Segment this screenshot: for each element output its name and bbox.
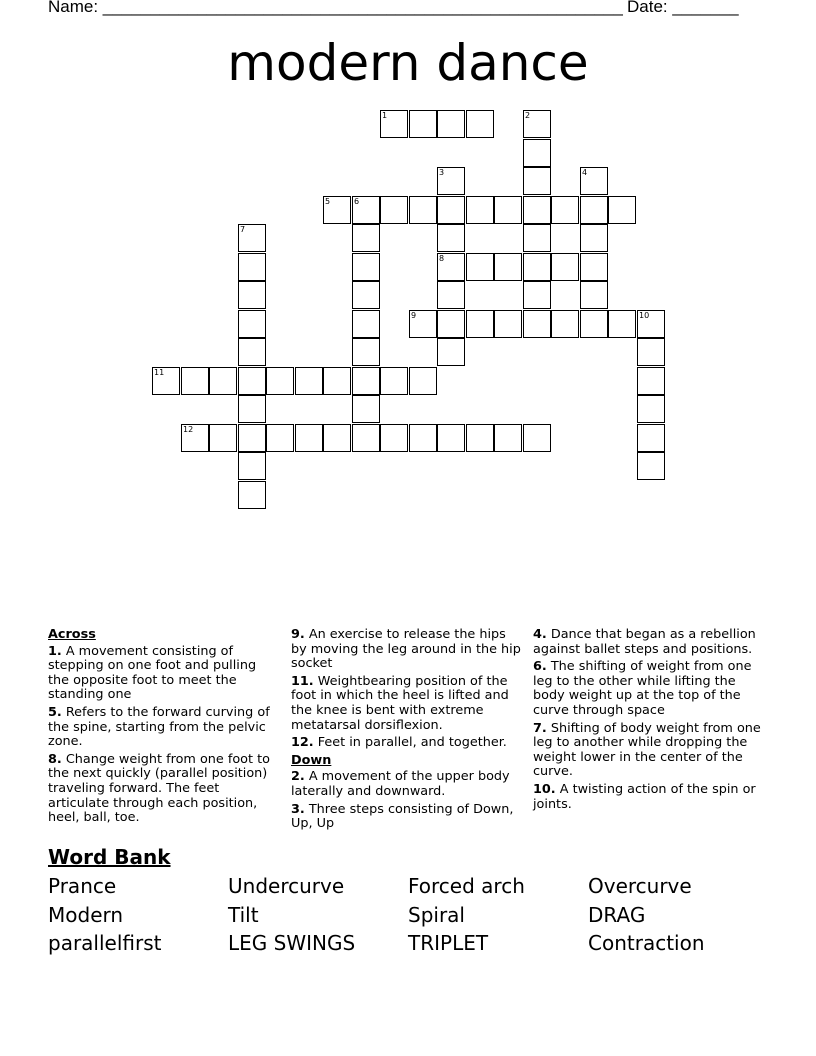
- grid-cell[interactable]: [238, 224, 266, 252]
- grid-cell[interactable]: [523, 310, 551, 338]
- grid-cell[interactable]: [523, 281, 551, 309]
- clue-number: 2.: [291, 769, 305, 785]
- clue-text: An exercise to release the hips by moving the leg around in the hip socket: [291, 627, 521, 672]
- clue-down-6: [533, 660, 763, 718]
- grid-number: 1: [382, 111, 388, 120]
- grid-cell[interactable]: [523, 224, 551, 252]
- grid-cell[interactable]: [608, 196, 636, 224]
- grid-cell[interactable]: [352, 367, 380, 395]
- grid-cell[interactable]: [409, 424, 437, 452]
- grid-cell[interactable]: [295, 424, 323, 452]
- grid-cell[interactable]: [380, 424, 408, 452]
- grid-cell[interactable]: [494, 253, 522, 281]
- clue-number: 5.: [48, 704, 62, 720]
- grid-cell[interactable]: [466, 196, 494, 224]
- grid-number: 11: [154, 368, 165, 377]
- clue-number: 10.: [533, 781, 556, 797]
- clue-across-5: [48, 706, 270, 750]
- grid-cell[interactable]: [523, 253, 551, 281]
- grid-cell[interactable]: [437, 310, 465, 338]
- grid-cell[interactable]: [437, 224, 465, 252]
- grid-cell[interactable]: [437, 253, 465, 281]
- grid-cell[interactable]: [551, 310, 579, 338]
- clue-number: 3.: [291, 801, 305, 817]
- grid-number: 3: [439, 168, 445, 177]
- grid-cell[interactable]: [209, 424, 237, 452]
- grid-cell[interactable]: [209, 367, 237, 395]
- clue-number: 1.: [48, 643, 62, 659]
- grid-cell[interactable]: [580, 281, 608, 309]
- grid-cell[interactable]: [637, 452, 665, 480]
- grid-cell[interactable]: [323, 196, 351, 224]
- grid-cell[interactable]: [295, 367, 323, 395]
- grid-cell[interactable]: [152, 367, 180, 395]
- clue-text: Shifting of body weight from one leg to another while dropping the weight lower in the center of the curve.: [533, 720, 761, 780]
- clue-across-9: [291, 628, 523, 672]
- grid-cell[interactable]: [523, 424, 551, 452]
- grid-cell[interactable]: [523, 167, 551, 195]
- clue-text: A twisting action of the spin or joints.: [533, 781, 756, 812]
- grid-cell[interactable]: [580, 253, 608, 281]
- grid-cell[interactable]: [352, 281, 380, 309]
- word-bank-item: Forced arch: [408, 874, 525, 898]
- grid-cell[interactable]: [380, 110, 408, 138]
- grid-cell[interactable]: [323, 367, 351, 395]
- grid-cell[interactable]: [409, 367, 437, 395]
- clue-text: Three steps consisting of Down, Up, Up: [291, 801, 514, 832]
- grid-cell[interactable]: [181, 424, 209, 452]
- grid-cell[interactable]: [637, 338, 665, 366]
- grid-number: 2: [525, 111, 531, 120]
- grid-number: 10: [639, 311, 650, 320]
- grid-cell[interactable]: [494, 424, 522, 452]
- clue-across-8: [48, 753, 270, 826]
- grid-cell[interactable]: [637, 310, 665, 338]
- grid-cell[interactable]: [637, 367, 665, 395]
- grid-number: 12: [183, 425, 194, 434]
- clue-text: Change weight from one foot to the next quickly (parallel position) traveling forward. The feet articulate through each position, heel, ball, toe.: [48, 751, 270, 826]
- grid-cell[interactable]: [466, 310, 494, 338]
- grid-number: 8: [439, 254, 445, 263]
- grid-cell[interactable]: [523, 196, 551, 224]
- grid-cell[interactable]: [238, 338, 266, 366]
- word-bank-item: parallelfirst: [48, 931, 162, 955]
- clues-column-1: [48, 628, 270, 829]
- grid-cell[interactable]: [637, 395, 665, 423]
- grid-cell[interactable]: [580, 310, 608, 338]
- grid-number: 5: [325, 197, 331, 206]
- clue-number: 8.: [48, 751, 62, 767]
- grid-cell[interactable]: [409, 310, 437, 338]
- grid-cell[interactable]: [466, 110, 494, 138]
- grid-cell[interactable]: [409, 196, 437, 224]
- grid-cell[interactable]: [551, 253, 579, 281]
- grid-cell[interactable]: [437, 281, 465, 309]
- grid-cell[interactable]: [352, 310, 380, 338]
- grid-cell[interactable]: [466, 424, 494, 452]
- grid-cell[interactable]: [608, 310, 636, 338]
- clue-number: 9.: [291, 627, 305, 642]
- grid-cell[interactable]: [551, 196, 579, 224]
- clue-down-2: [291, 770, 523, 799]
- grid-cell[interactable]: [437, 338, 465, 366]
- grid-cell[interactable]: [238, 310, 266, 338]
- grid-number: 6: [354, 197, 360, 206]
- word-bank-item: Undercurve: [228, 874, 345, 898]
- down-heading: Down: [291, 752, 332, 768]
- word-bank-item: Spiral: [408, 903, 465, 927]
- clue-number: 12.: [291, 735, 314, 751]
- clue-number: 7.: [533, 720, 547, 736]
- grid-cell[interactable]: [437, 110, 465, 138]
- grid-cell[interactable]: [266, 367, 294, 395]
- page-title: modern dance: [227, 34, 589, 92]
- grid-cell[interactable]: [523, 110, 551, 138]
- grid-cell[interactable]: [352, 338, 380, 366]
- grid-cell[interactable]: [238, 395, 266, 423]
- clue-number: 6.: [533, 659, 547, 675]
- clue-text: The shifting of weight from one leg to the other while lifting the body weight up at the top of the curve through space: [533, 659, 752, 718]
- grid-cell[interactable]: [352, 253, 380, 281]
- grid-cell[interactable]: [238, 481, 266, 509]
- clue-text: Refers to the forward curving of the spine, starting from the pelvic zone.: [48, 704, 270, 750]
- clue-down-10: [533, 783, 763, 812]
- grid-cell[interactable]: [637, 424, 665, 452]
- date-field[interactable]: Date: _______: [627, 0, 739, 16]
- grid-cell[interactable]: [580, 224, 608, 252]
- grid-cell[interactable]: [238, 424, 266, 452]
- clue-across-12: [291, 736, 523, 751]
- grid-number: 7: [240, 225, 246, 234]
- word-bank-item: LEG SWINGS: [228, 931, 356, 955]
- grid-cell[interactable]: [181, 367, 209, 395]
- grid-cell[interactable]: [266, 424, 294, 452]
- clue-text: A movement of the upper body laterally and downward.: [291, 769, 510, 799]
- grid-number: 4: [582, 168, 588, 177]
- clue-number: 11.: [291, 673, 314, 689]
- grid-cell[interactable]: [238, 281, 266, 309]
- grid-cell[interactable]: [437, 196, 465, 224]
- grid-cell[interactable]: [494, 196, 522, 224]
- grid-cell[interactable]: [323, 424, 351, 452]
- clues-column-2: [291, 628, 523, 835]
- grid-cell[interactable]: [409, 110, 437, 138]
- grid-cell[interactable]: [352, 395, 380, 423]
- grid-cell[interactable]: [580, 167, 608, 195]
- grid-number: 9: [411, 311, 417, 320]
- grid-cell[interactable]: [580, 196, 608, 224]
- grid-cell[interactable]: [352, 224, 380, 252]
- clue-down-4: [533, 628, 763, 657]
- across-heading: Across: [48, 627, 96, 642]
- grid-cell[interactable]: [352, 196, 380, 224]
- clue-number: 4.: [533, 627, 547, 642]
- clues-column-3: [533, 628, 763, 815]
- word-bank-title: Word Bank: [48, 845, 171, 869]
- word-bank-item: Prance: [48, 874, 117, 898]
- clue-text: Weightbearing position of the foot in which the heel is lifted and the knee is bent with extreme metatarsal dorsiflexion.: [291, 673, 509, 733]
- grid-cell[interactable]: [238, 452, 266, 480]
- word-bank-item: Contraction: [588, 931, 705, 955]
- grid-cell[interactable]: [437, 167, 465, 195]
- clue-across-1: [48, 645, 270, 703]
- grid-cell[interactable]: [238, 253, 266, 281]
- clue-text: A movement consisting of stepping on one foot and pulling the opposite foot to meet the standing one: [48, 643, 257, 703]
- grid-cell[interactable]: [437, 424, 465, 452]
- grid-cell[interactable]: [523, 139, 551, 167]
- grid-cell[interactable]: [352, 424, 380, 452]
- word-bank-item: DRAG: [588, 903, 646, 927]
- name-field[interactable]: Name: _______________________________________________________: [48, 0, 623, 16]
- grid-cell[interactable]: [238, 367, 266, 395]
- word-bank-item: TRIPLET: [408, 931, 489, 955]
- word-bank-item: Modern: [48, 903, 124, 927]
- grid-cell[interactable]: [380, 367, 408, 395]
- word-bank-item: Overcurve: [588, 874, 692, 898]
- grid-cell[interactable]: [466, 253, 494, 281]
- grid-cell[interactable]: [380, 196, 408, 224]
- clue-text: Feet in parallel, and together.: [317, 735, 507, 751]
- clue-text: Dance that began as a rebellion against ballet steps and positions.: [533, 627, 756, 657]
- word-bank-item: Tilt: [228, 903, 259, 927]
- grid-cell[interactable]: [494, 310, 522, 338]
- clue-across-11: [291, 675, 523, 733]
- clue-down-7: [533, 722, 763, 780]
- clue-down-3: [291, 803, 523, 832]
